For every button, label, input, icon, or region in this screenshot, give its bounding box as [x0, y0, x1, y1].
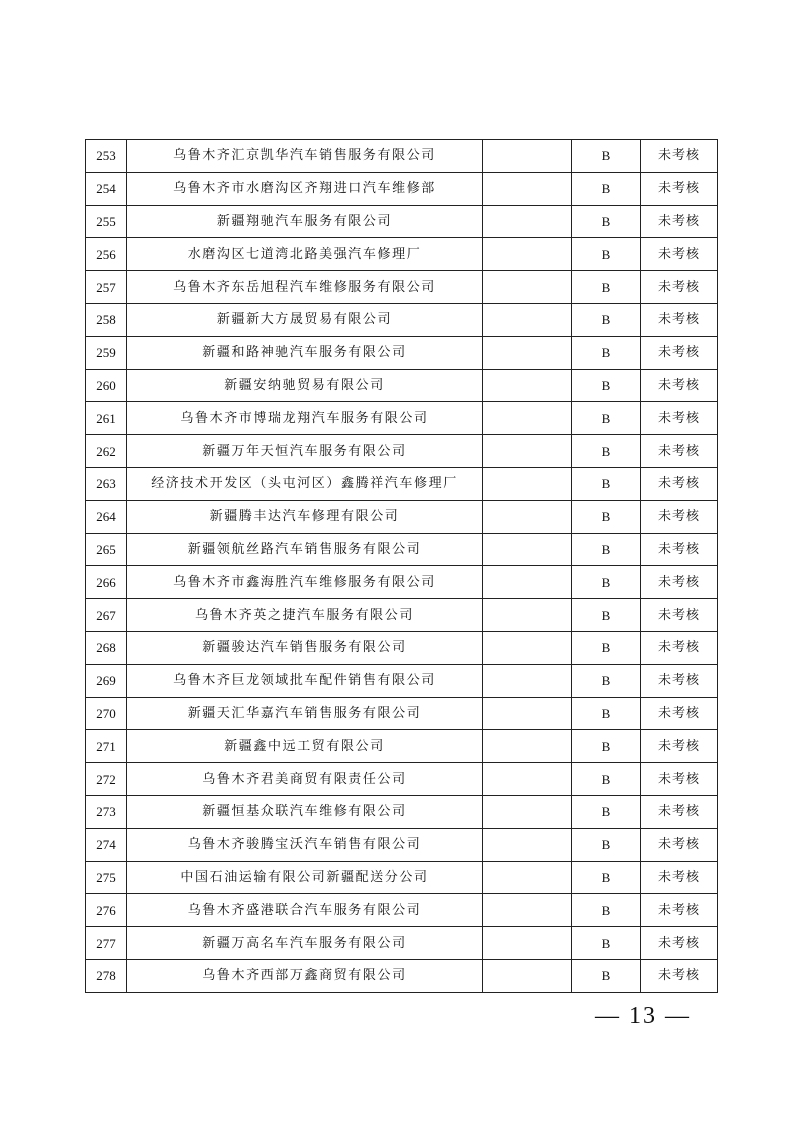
- grade-cell: B: [572, 566, 641, 599]
- table-row: [86, 861, 718, 894]
- table-row: [86, 828, 718, 861]
- grade-cell: B: [572, 664, 641, 697]
- row-number-cell: 265: [86, 533, 127, 566]
- table-row: [86, 927, 718, 960]
- table-row: [86, 959, 718, 992]
- row-number-cell: 269: [86, 664, 127, 697]
- assessment-status-cell: 未考核: [641, 795, 718, 828]
- row-number-cell: 257: [86, 271, 127, 304]
- row-number-cell: 262: [86, 435, 127, 468]
- grade-cell: B: [572, 336, 641, 369]
- row-number-cell: 274: [86, 828, 127, 861]
- assessment-status-cell: 未考核: [641, 467, 718, 500]
- grade-cell: B: [572, 763, 641, 796]
- grade-cell: B: [572, 205, 641, 238]
- row-number-cell: 273: [86, 795, 127, 828]
- assessment-status-cell: 未考核: [641, 303, 718, 336]
- assessment-status-cell: 未考核: [641, 369, 718, 402]
- row-number-cell: 278: [86, 959, 127, 992]
- grade-cell: B: [572, 533, 641, 566]
- table-row: [86, 795, 718, 828]
- company-name-cell: 新疆腾丰达汽车修理有限公司: [127, 500, 483, 533]
- grade-cell: B: [572, 894, 641, 927]
- empty-cell: [483, 205, 572, 238]
- grade-cell: B: [572, 697, 641, 730]
- row-number-cell: 272: [86, 763, 127, 796]
- grade-cell: B: [572, 861, 641, 894]
- empty-cell: [483, 140, 572, 173]
- grade-cell: B: [572, 828, 641, 861]
- assessment-status-cell: 未考核: [641, 894, 718, 927]
- grade-cell: B: [572, 303, 641, 336]
- table-row: [86, 238, 718, 271]
- company-name-cell: 新疆恒基众联汽车维修有限公司: [127, 795, 483, 828]
- empty-cell: [483, 435, 572, 468]
- records-table-body: [86, 140, 718, 993]
- empty-cell: [483, 959, 572, 992]
- company-name-cell: 新疆新大方晟贸易有限公司: [127, 303, 483, 336]
- company-name-cell: 乌鲁木齐西部万鑫商贸有限公司: [127, 959, 483, 992]
- grade-cell: B: [572, 140, 641, 173]
- empty-cell: [483, 533, 572, 566]
- empty-cell: [483, 697, 572, 730]
- grade-cell: B: [572, 730, 641, 763]
- grade-cell: B: [572, 172, 641, 205]
- company-name-cell: 乌鲁木齐君美商贸有限责任公司: [127, 763, 483, 796]
- company-name-cell: 乌鲁木齐市水磨沟区齐翔进口汽车维修部: [127, 172, 483, 205]
- empty-cell: [483, 369, 572, 402]
- row-number-cell: 264: [86, 500, 127, 533]
- company-name-cell: 新疆万年天恒汽车服务有限公司: [127, 435, 483, 468]
- grade-cell: B: [572, 959, 641, 992]
- empty-cell: [483, 894, 572, 927]
- company-name-cell: 乌鲁木齐东岳旭程汽车维修服务有限公司: [127, 271, 483, 304]
- assessment-status-cell: 未考核: [641, 730, 718, 763]
- table-row: [86, 631, 718, 664]
- empty-cell: [483, 566, 572, 599]
- empty-cell: [483, 303, 572, 336]
- grade-cell: B: [572, 369, 641, 402]
- assessment-status-cell: 未考核: [641, 435, 718, 468]
- table-row: [86, 205, 718, 238]
- empty-cell: [483, 467, 572, 500]
- company-name-cell: 新疆鑫中远工贸有限公司: [127, 730, 483, 763]
- grade-cell: B: [572, 467, 641, 500]
- company-name-cell: 新疆万高名车汽车服务有限公司: [127, 927, 483, 960]
- company-name-cell: 新疆天汇华嘉汽车销售服务有限公司: [127, 697, 483, 730]
- row-number-cell: 255: [86, 205, 127, 238]
- row-number-cell: 263: [86, 467, 127, 500]
- assessment-status-cell: 未考核: [641, 205, 718, 238]
- assessment-status-cell: 未考核: [641, 631, 718, 664]
- company-name-cell: 新疆安纳驰贸易有限公司: [127, 369, 483, 402]
- empty-cell: [483, 500, 572, 533]
- assessment-status-cell: 未考核: [641, 533, 718, 566]
- empty-cell: [483, 402, 572, 435]
- assessment-status-cell: 未考核: [641, 271, 718, 304]
- assessment-status-cell: 未考核: [641, 238, 718, 271]
- row-number-cell: 276: [86, 894, 127, 927]
- grade-cell: B: [572, 435, 641, 468]
- assessment-status-cell: 未考核: [641, 599, 718, 632]
- company-name-cell: 乌鲁木齐英之捷汽车服务有限公司: [127, 599, 483, 632]
- empty-cell: [483, 730, 572, 763]
- table-row: [86, 599, 718, 632]
- row-number-cell: 258: [86, 303, 127, 336]
- assessment-status-cell: 未考核: [641, 566, 718, 599]
- empty-cell: [483, 927, 572, 960]
- empty-cell: [483, 599, 572, 632]
- table-row: [86, 336, 718, 369]
- grade-cell: B: [572, 500, 641, 533]
- assessment-status-cell: 未考核: [641, 664, 718, 697]
- company-name-cell: 乌鲁木齐巨龙领域批车配件销售有限公司: [127, 664, 483, 697]
- row-number-cell: 277: [86, 927, 127, 960]
- grade-cell: B: [572, 271, 641, 304]
- row-number-cell: 259: [86, 336, 127, 369]
- company-name-cell: 水磨沟区七道湾北路美强汽车修理厂: [127, 238, 483, 271]
- table-row: [86, 402, 718, 435]
- assessment-status-cell: 未考核: [641, 500, 718, 533]
- table-row: [86, 271, 718, 304]
- row-number-cell: 256: [86, 238, 127, 271]
- assessment-status-cell: 未考核: [641, 861, 718, 894]
- row-number-cell: 267: [86, 599, 127, 632]
- assessment-status-cell: 未考核: [641, 959, 718, 992]
- table-row: [86, 369, 718, 402]
- company-name-cell: 经济技术开发区（头屯河区）鑫腾祥汽车修理厂: [127, 467, 483, 500]
- company-name-cell: 乌鲁木齐骏腾宝沃汽车销售有限公司: [127, 828, 483, 861]
- empty-cell: [483, 271, 572, 304]
- company-name-cell: 乌鲁木齐市博瑞龙翔汽车服务有限公司: [127, 402, 483, 435]
- assessment-status-cell: 未考核: [641, 402, 718, 435]
- assessment-status-cell: 未考核: [641, 927, 718, 960]
- company-name-cell: 新疆领航丝路汽车销售服务有限公司: [127, 533, 483, 566]
- assessment-status-cell: 未考核: [641, 828, 718, 861]
- assessment-status-cell: 未考核: [641, 763, 718, 796]
- assessment-status-cell: 未考核: [641, 172, 718, 205]
- row-number-cell: 266: [86, 566, 127, 599]
- empty-cell: [483, 795, 572, 828]
- row-number-cell: 253: [86, 140, 127, 173]
- company-name-cell: 中国石油运输有限公司新疆配送分公司: [127, 861, 483, 894]
- empty-cell: [483, 238, 572, 271]
- table-row: [86, 566, 718, 599]
- empty-cell: [483, 763, 572, 796]
- empty-cell: [483, 336, 572, 369]
- assessment-status-cell: 未考核: [641, 140, 718, 173]
- table-row: [86, 500, 718, 533]
- table-row: [86, 140, 718, 173]
- grade-cell: B: [572, 927, 641, 960]
- table-row: [86, 533, 718, 566]
- row-number-cell: 261: [86, 402, 127, 435]
- table-row: [86, 664, 718, 697]
- grade-cell: B: [572, 599, 641, 632]
- row-number-cell: 260: [86, 369, 127, 402]
- table-row: [86, 172, 718, 205]
- table-row: [86, 435, 718, 468]
- table-row: [86, 730, 718, 763]
- table-row: [86, 697, 718, 730]
- table-row: [86, 303, 718, 336]
- grade-cell: B: [572, 238, 641, 271]
- empty-cell: [483, 631, 572, 664]
- company-name-cell: 新疆翔驰汽车服务有限公司: [127, 205, 483, 238]
- row-number-cell: 254: [86, 172, 127, 205]
- company-name-cell: 乌鲁木齐汇京凯华汽车销售服务有限公司: [127, 140, 483, 173]
- grade-cell: B: [572, 795, 641, 828]
- empty-cell: [483, 828, 572, 861]
- row-number-cell: 268: [86, 631, 127, 664]
- empty-cell: [483, 861, 572, 894]
- company-name-cell: 新疆骏达汽车销售服务有限公司: [127, 631, 483, 664]
- page-number: — 13 —: [595, 1003, 691, 1029]
- records-table: [85, 139, 718, 993]
- table-row: [86, 467, 718, 500]
- company-name-cell: 乌鲁木齐盛港联合汽车服务有限公司: [127, 894, 483, 927]
- company-name-cell: 乌鲁木齐市鑫海胜汽车维修服务有限公司: [127, 566, 483, 599]
- assessment-status-cell: 未考核: [641, 697, 718, 730]
- empty-cell: [483, 664, 572, 697]
- table-row: [86, 763, 718, 796]
- row-number-cell: 275: [86, 861, 127, 894]
- assessment-status-cell: 未考核: [641, 336, 718, 369]
- grade-cell: B: [572, 402, 641, 435]
- company-name-cell: 新疆和路神驰汽车服务有限公司: [127, 336, 483, 369]
- grade-cell: B: [572, 631, 641, 664]
- empty-cell: [483, 172, 572, 205]
- row-number-cell: 271: [86, 730, 127, 763]
- table-row: [86, 894, 718, 927]
- row-number-cell: 270: [86, 697, 127, 730]
